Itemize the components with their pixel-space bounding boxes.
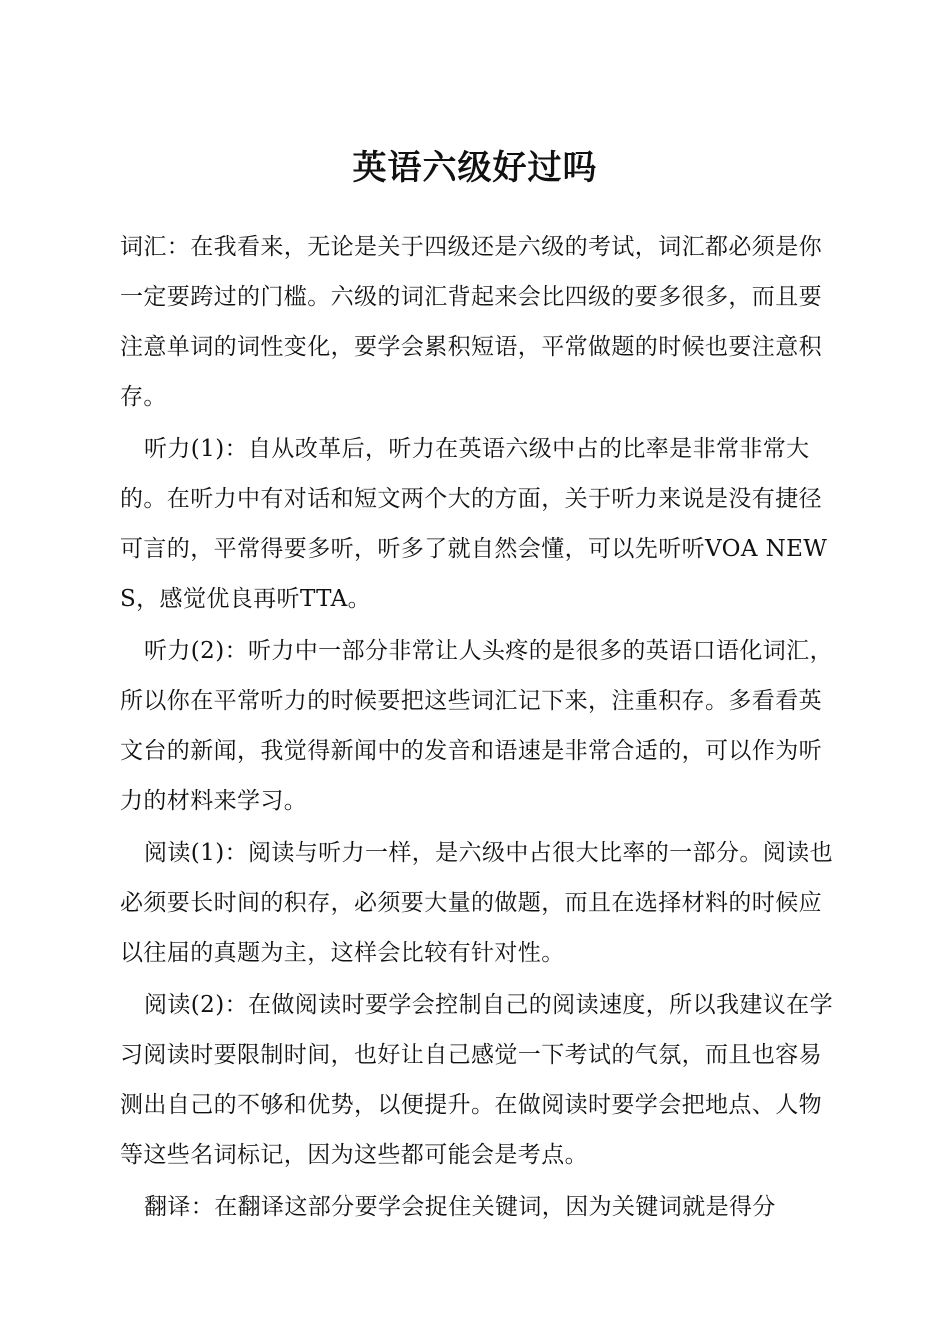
document-body [120,222,838,1232]
paragraph-reading-1: 阅读(1)：阅读与听力一样，是六级中占很大比率的一部分。阅读也必须要长时间的积存，必须要大量的做题，而且在选择材料的时候应以往届的真题为主，这样会比较有针对性。 [120,840,833,966]
paragraph-vocabulary: 词汇：在我看来，无论是关于四级还是六级的考试，词汇都必须是你一定要跨过的门槛。六级的词汇背起来会比四级的要多很多，而且要注意单词的词性变化，要学会累积短语，平常做题的时候也要注意积存。 [120,234,822,410]
paragraph-listening-2: 听力(2)：听力中一部分非常让人头疼的是很多的英语口语化词汇，所以你在平常听力的时候要把这些词汇记下来，注重积存。多看看英文台的新闻，我觉得新闻中的发音和语速是非常合适的，可以作为听力的材料来学习。 [120,638,833,814]
paragraph-reading-2: 阅读(2)：在做阅读时要学会控制自己的阅读速度，所以我建议在学习阅读时要限制时间，也好让自己感觉一下考试的气氛，而且也容易测出自己的不够和优势，以便提升。在做阅读时要学会把地点、人物等这些名词标记，因为这些都可能会是考点。 [120,992,833,1168]
document-title: 英语六级好过吗 [352,148,598,188]
paragraph-translation: 翻译：在翻译这部分要学会捉住关键词，因为关键词就是得分 [144,1194,776,1220]
paragraph-listening-1: 听力(1)：自从改革后，听力在英语六级中占的比率是非常非常大的。在听力中有对话和短文两个大的方面，关于听力来说是没有捷径可言的，平常得要多听，听多了就自然会懂，可以先听听VOA NEWS，感觉优良再听TTA。 [120,436,828,612]
